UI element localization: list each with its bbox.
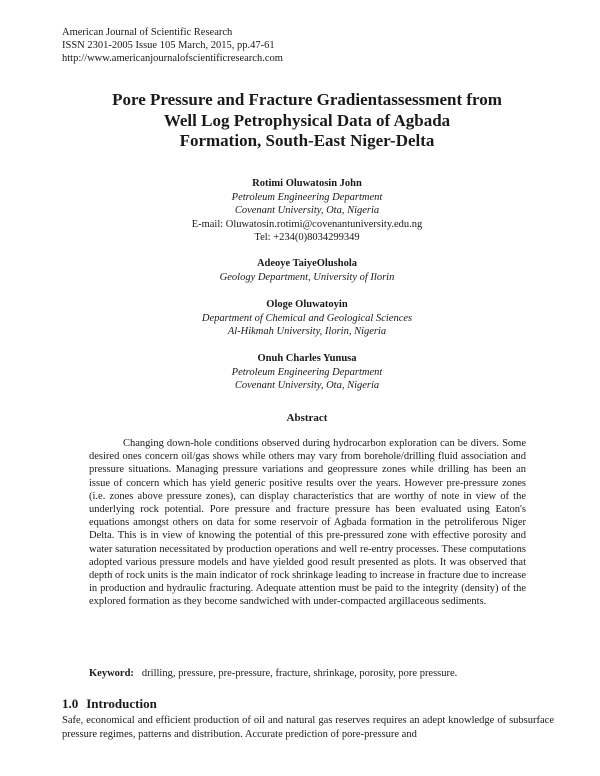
title-line-1: Pore Pressure and Fracture Gradientassessment from [112, 90, 502, 109]
author-department: Geology Department, University of Ilorin [219, 271, 395, 283]
introduction-text: Safe, economical and efficient production of oil and natural gas reserves requires an adept knowledge of subsurface pressure regimes, patterns and distribution. Accurate prediction of pore-pressure and [62, 715, 554, 740]
keyword-label: Keyword: [89, 668, 134, 679]
keyword-list: drilling, pressure, pre-pressure, fracture, shrinkage, porosity, pore pressure. [141, 668, 458, 679]
author-institution: Covenant University, Ota, Nigeria [234, 380, 380, 391]
paper-title [60, 90, 554, 152]
keywords [89, 668, 549, 679]
author-department: Department of Chemical and Geological Sciences [201, 312, 413, 324]
author-block-1 [60, 177, 554, 245]
author-name: Onuh Charles Yunusa [257, 353, 357, 364]
author-block-2 [60, 257, 554, 284]
section-title: Introduction [86, 696, 157, 711]
journal-name: American Journal of Scientific Research [62, 27, 233, 38]
author-department: Petroleum Engineering Department [231, 366, 383, 378]
title-line-3: Formation, South-East Niger-Delta [179, 131, 435, 150]
author-name: Ologe Oluwatoyin [266, 299, 348, 310]
journal-header [62, 26, 283, 65]
author-block-4 [60, 352, 554, 393]
author-institution: Al-Hikmah University, Ilorin, Nigeria [227, 326, 387, 337]
abstract-text: Changing down-hole conditions observed during hydrocarbon exploration can be divers. Some desired ones concern oil/gas shows while others may vary from borehole/drilling fluid association and pressure situations. Managing pressure variations and geopressure zones while drilling has been an issue of concern which has yield generic positive results over the years. However pre-pressure zones (i.e. zones above pressure zones), can display characteristics that are worthy of note in view of the underlying rock potential. Pore pressure and fracture pressure has been evaluated using Eaton's equations amongst others on data for some reservoir of Agbada formation in the petroliferous Niger Delta. This is in view of knowing the potential of this pre-pressured zone with effective porosity and water saturation necessitated by production operations and well re-entry processes. These computations adopted various pressure models and have yielded good result presented as plots. It was observed that depth of rock units is the main indicator of rock shrinkage leading to increase in fracture due to increase in production and hydraulic fracturing. Adequate attention must be paid to the integrity (density) of the explored formation as they become sandwiched with under-compacted argillaceous sediments. [89, 438, 526, 608]
author-institution: Covenant University, Ota, Nigeria [234, 205, 380, 216]
author-block-3 [60, 298, 554, 339]
section-heading-introduction [62, 696, 165, 712]
title-line-2: Well Log Petrophysical Data of Agbada [163, 110, 451, 130]
journal-issn: ISSN 2301-2005 Issue 105 March, 2015, pp.47-61 [62, 40, 275, 51]
abstract-heading: Abstract [286, 412, 328, 424]
author-phone: Tel: +234(0)8034299349 [254, 232, 360, 243]
journal-url[interactable]: http://www.americanjournalofscientificresearch.com [62, 53, 283, 64]
section-number: 1.0 [62, 696, 79, 711]
author-department: Petroleum Engineering Department [231, 191, 383, 203]
author-name: Rotimi Oluwatosin John [252, 178, 362, 189]
author-email[interactable]: E-mail: Oluwatosin.rotimi@covenantuniversity.edu.ng [191, 218, 423, 230]
author-name: Adeoye TaiyeOlushola [256, 258, 358, 269]
